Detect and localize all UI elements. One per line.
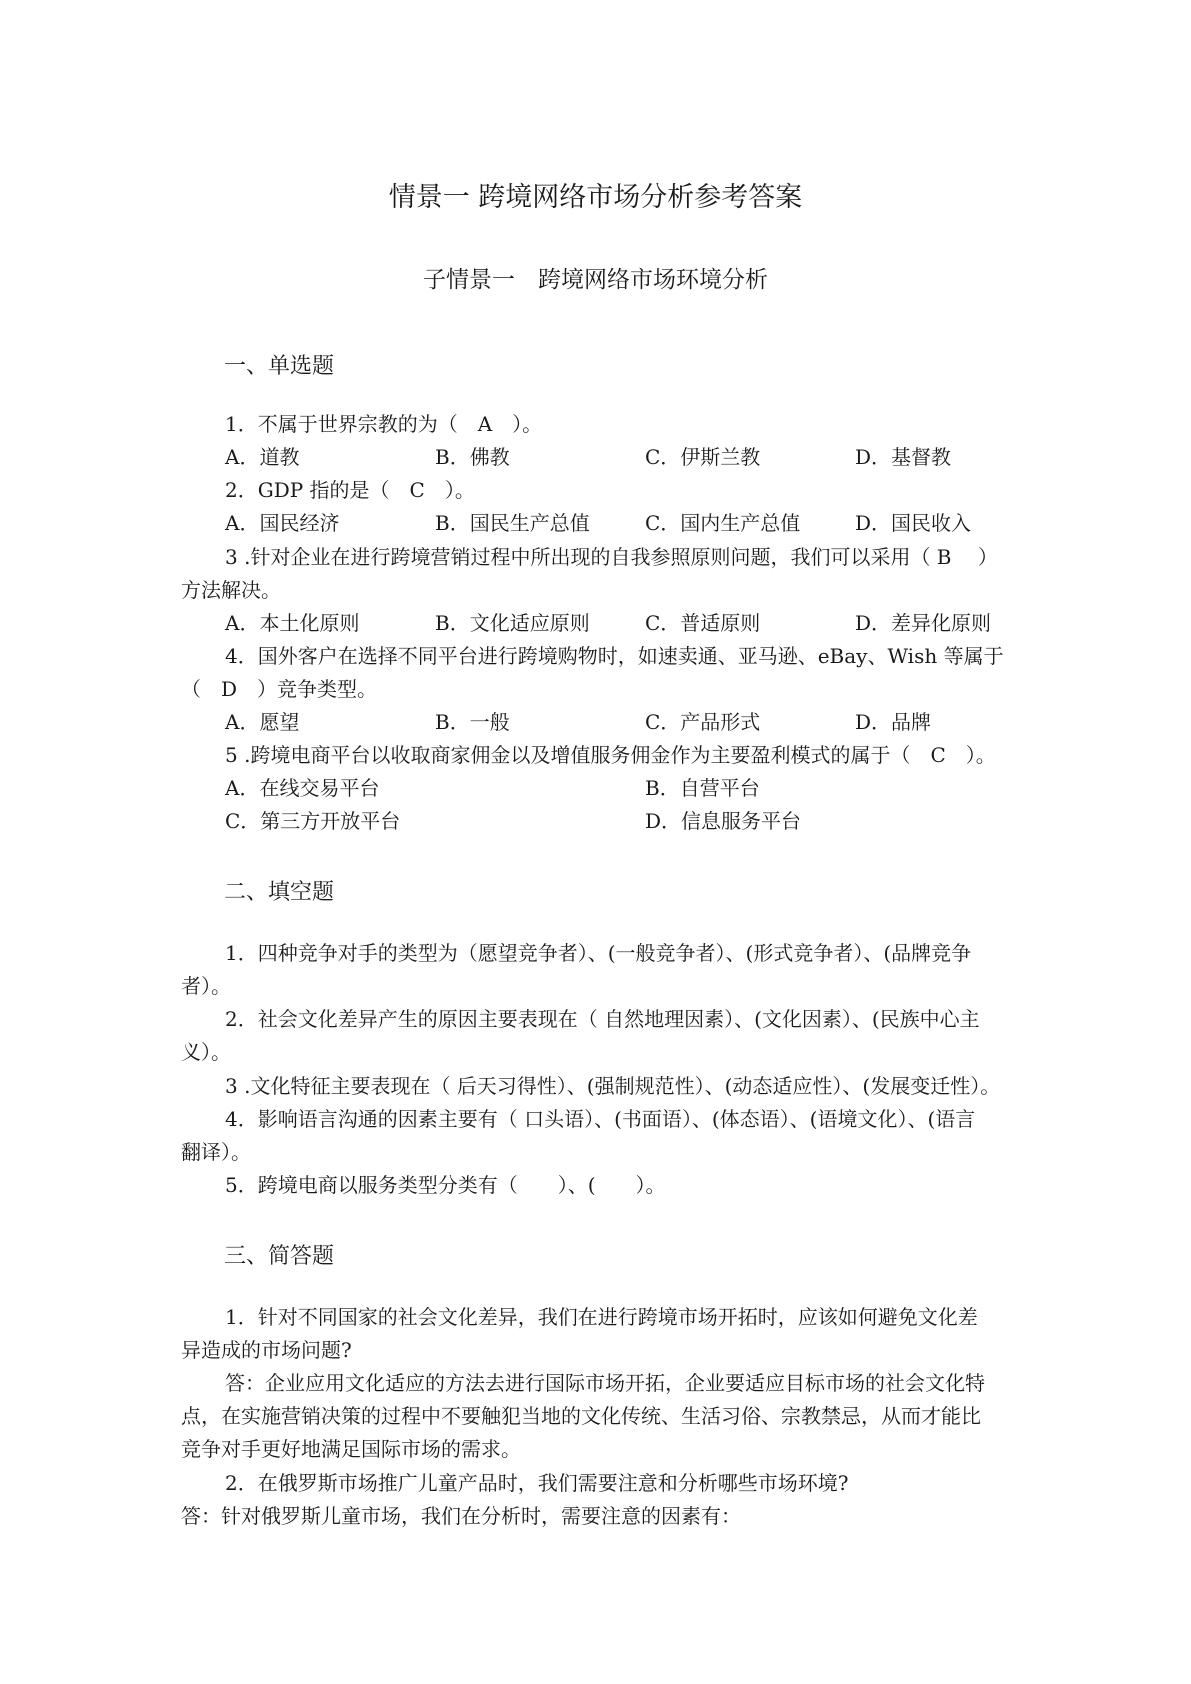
- option-d: D．基督教: [855, 445, 952, 469]
- short-question-1-continued: 异造成的市场问题?: [181, 1338, 352, 1362]
- fill-question-4: 4．影响语言沟通的因素主要有（ 口头语）、(书面语）、(体态语）、(语境文化）、(语言: [225, 1107, 976, 1131]
- option-d: D．国民收入: [855, 511, 972, 535]
- option-b: B．一般: [435, 710, 510, 734]
- option-a: A．国民经济: [225, 511, 340, 535]
- question-3-stem: 3 .针对企业在进行跨境营销过程中所出现的自我参照原则问题，我们可以采用（ B ）: [225, 545, 998, 569]
- fill-question-1: 1．四种竞争对手的类型为（愿望竞争者）、(一般竞争者）、(形式竞争者）、(品牌竞争: [225, 941, 972, 965]
- section-heading-single-choice: 一、单选题: [224, 354, 335, 379]
- short-question-1: 1．针对不同国家的社会文化差异，我们在进行跨境市场开拓时，应该如何避免文化差: [225, 1305, 978, 1329]
- option-a: A．本土化原则: [225, 611, 360, 635]
- fill-question-2: 2．社会文化差异产生的原因主要表现在（ 自然地理因素）、(文化因素）、(民族中心主: [225, 1007, 980, 1031]
- short-answer-1-end: 竞争对手更好地满足国际市场的需求。: [181, 1437, 521, 1461]
- short-question-2: 2．在俄罗斯市场推广儿童产品时，我们需要注意和分析哪些市场环境?: [225, 1471, 849, 1495]
- fill-question-1-continued: 者）。: [181, 974, 231, 998]
- question-5-options-row-2: [181, 805, 1021, 837]
- section-heading-short-answer: 三、简答题: [224, 1244, 335, 1269]
- option-b: B．自营平台: [645, 776, 760, 800]
- page-subtitle: 子情景一 跨境网络市场环境分析: [423, 267, 768, 293]
- short-answer-1: 答：企业应用文化适应的方法去进行国际市场开拓，企业要适应目标市场的社会文化特: [225, 1371, 985, 1395]
- section-heading-fill-blank: 二、填空题: [224, 880, 335, 905]
- page-title: 情景一 跨境网络市场分析参考答案: [388, 182, 803, 213]
- short-answer-2: 答：针对俄罗斯儿童市场，我们在分析时，需要注意的因素有：: [181, 1504, 741, 1528]
- question-3-stem-continued: 方法解决。: [181, 578, 281, 602]
- short-answer-1-continued: 点，在实施营销决策的过程中不要触犯当地的文化传统、生活习俗、宗教禁忌，从而才能比: [181, 1404, 981, 1428]
- option-b: B．国民生产总值: [435, 511, 590, 535]
- question-4-stem-continued: （ D ）竞争类型。: [181, 677, 378, 701]
- question-4-options: [181, 706, 1021, 738]
- option-c: C．伊斯兰教: [645, 445, 761, 469]
- question-3-options: [181, 607, 1021, 639]
- question-5-options-row-1: [181, 772, 1021, 804]
- question-2-stem: 2．GDP 指的是（ C ）。: [225, 478, 475, 502]
- question-4-stem: 4．国外客户在选择不同平台进行跨境购物时，如速卖通、亚马逊、eBay、Wish 等属于: [225, 644, 1004, 668]
- fill-question-3: 3 .文化特征主要表现在（ 后天习得性）、(强制规范性）、(动态适应性）、(发展变迁性）。: [225, 1074, 1001, 1098]
- option-a: A．愿望: [225, 710, 300, 734]
- question-1-stem: 1．不属于世界宗教的为（ A ）。: [225, 412, 543, 436]
- question-5-stem: 5 .跨境电商平台以收取商家佣金以及增值服务佣金作为主要盈利模式的属于（ C ）。: [225, 743, 996, 767]
- question-2-options: [181, 507, 1021, 539]
- option-c: C．国内生产总值: [645, 511, 801, 535]
- option-a: A．在线交易平台: [225, 776, 380, 800]
- option-d: D．差异化原则: [855, 611, 992, 635]
- fill-question-5: 5．跨境电商以服务类型分类有（ ）、( ）。: [225, 1173, 666, 1197]
- fill-question-4-continued: 翻译）。: [181, 1140, 251, 1164]
- fill-question-2-continued: 义）。: [181, 1040, 231, 1064]
- option-c: C．普适原则: [645, 611, 761, 635]
- option-b: B．佛教: [435, 445, 510, 469]
- option-d: D．品牌: [855, 710, 932, 734]
- option-a: A．道教: [225, 445, 300, 469]
- option-d: D．信息服务平台: [645, 809, 802, 833]
- option-c: C．第三方开放平台: [225, 809, 401, 833]
- question-1-options: [181, 441, 1021, 473]
- option-b: B．文化适应原则: [435, 611, 590, 635]
- option-c: C．产品形式: [645, 710, 761, 734]
